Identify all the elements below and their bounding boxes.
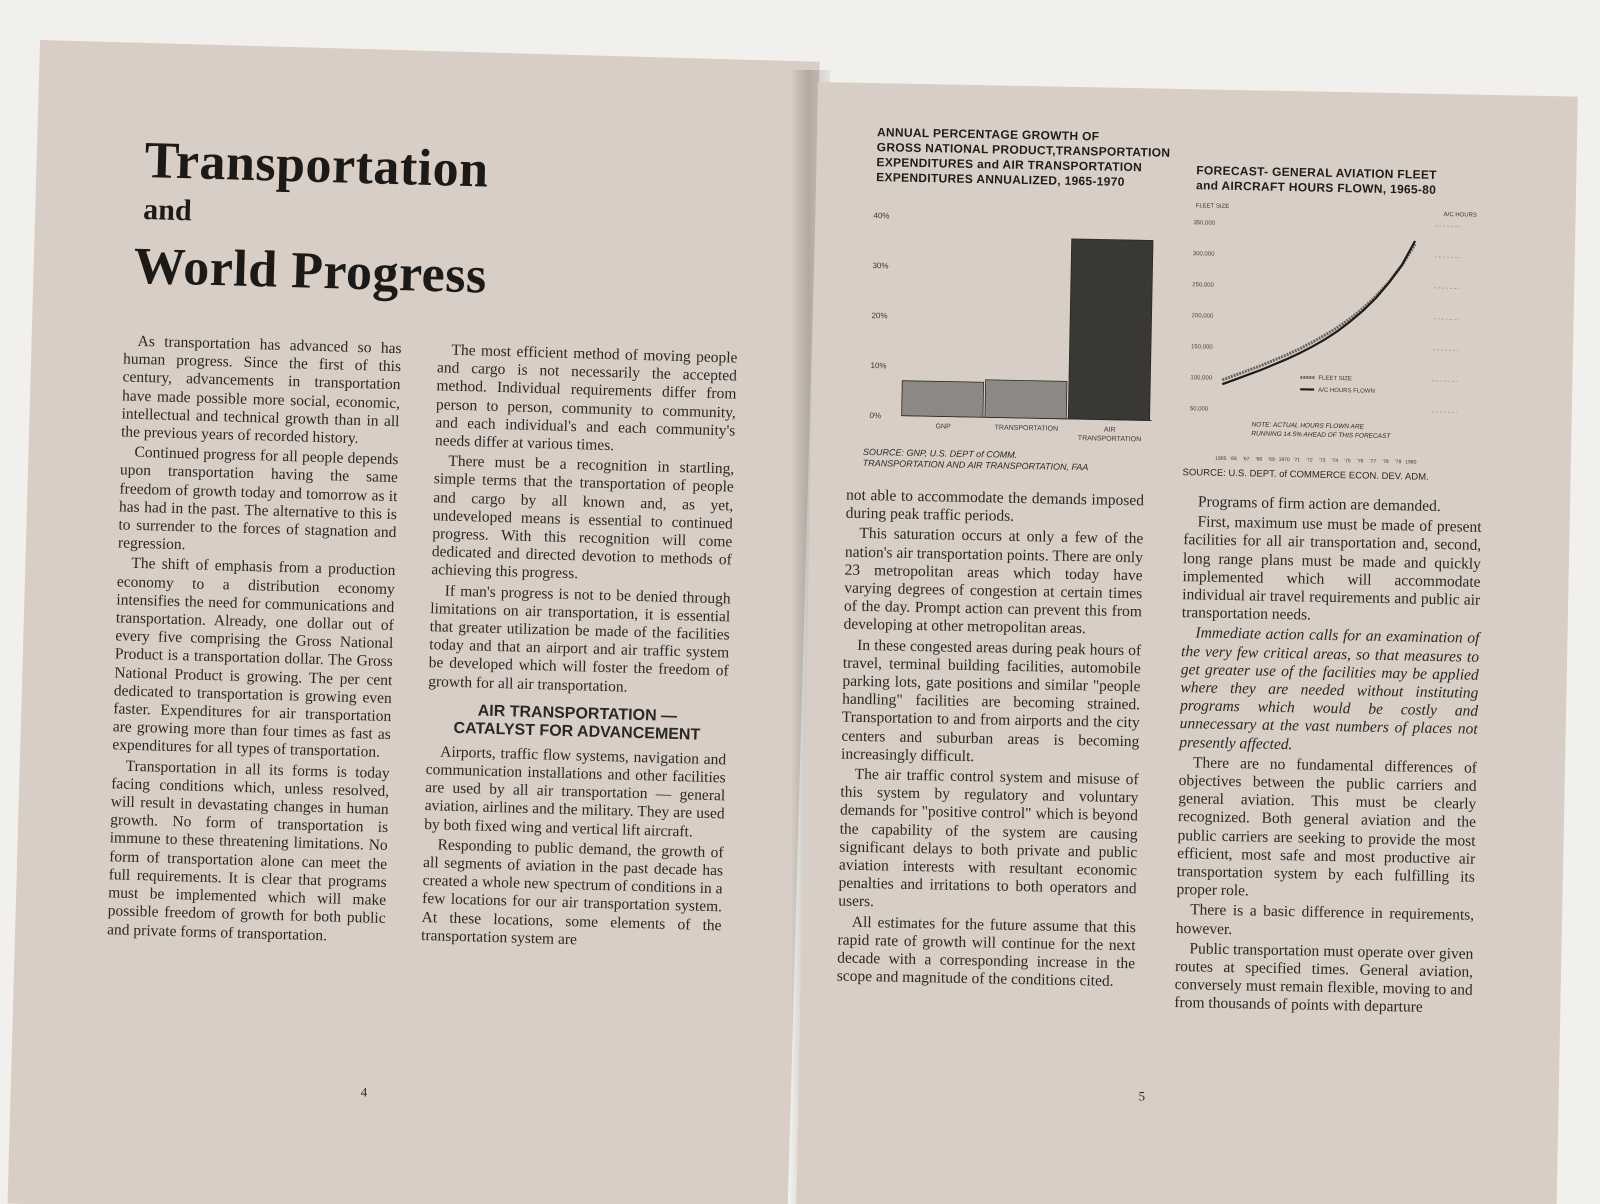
series-line-0 xyxy=(1222,240,1415,383)
y-tick-label: 150,000 xyxy=(1190,344,1213,351)
paragraph: In these congested areas during peak hours of travel, terminal building facilities, automobile parking lots, gate positions and similar "people handling" facilities are becoming strained. Transportation to and from airports and the city centers and suburban areas is becoming increasingly difficult. xyxy=(840,636,1142,765)
paragraph: This saturation occurs at only a few of the nation's air transportation points. There are only 23 metropolitan areas which today have varying degrees of congestion at certain times of the day. Prompt action can prevent this from developing at other metropolitan areas. xyxy=(843,525,1144,638)
line-chart xyxy=(1170,197,1515,483)
paragraph: Airports, traffic flow systems, navigation and communication installations and other facilities are used by all air transportation — general aviation, airlines and the military. They are used by both fixed wing and vertical lift aircraft. xyxy=(424,743,727,841)
chart2-source: SOURCE: U.S. DEPT. of COMMERCE ECON. DEV. ADM. xyxy=(1182,467,1429,483)
y-tick-label: 50,000 xyxy=(1189,406,1209,413)
bar-transportation xyxy=(985,380,1067,419)
section-heading xyxy=(427,701,728,745)
chart2-note-line: RUNNING 14.5% AHEAD OF THIS FORECAST xyxy=(1251,430,1391,441)
paragraph: First, maximum use must be made of present facilities for all air transportation and, second, long range plans must be made and quickly implemented which will accommodate individual air travel requirements and public air transportation needs. xyxy=(1181,513,1482,624)
x-tick-label: 1965 xyxy=(1215,455,1227,462)
paragraph: As transportation has advanced so has human progress. Since the first of this century, advancements in transportation have made possible more social, economic, intellectual and technical growth than in all the previous years of recorded history. xyxy=(120,332,402,448)
x-tick-label: '66 xyxy=(1230,455,1237,463)
page-number-left: 4 xyxy=(360,1084,368,1100)
paragraph: If man's progress is not to be denied through limitations on air transportation, it is essential that greater utilization be made of the facilities today and that an airport and air traffic system be developed which will foster the freedom of growth for all air transportation. xyxy=(428,582,731,696)
right-column-2 xyxy=(1174,493,1482,1020)
paragraph: not able to accommodate the demands imposed during peak traffic periods. xyxy=(845,486,1145,526)
title-line3: World Progress xyxy=(132,237,488,305)
right-column-1 xyxy=(837,487,1145,994)
chart2-title xyxy=(1196,163,1487,199)
text-line: EXPENDITURES and AIR TRANSPORTATION xyxy=(876,155,1143,175)
paragraph: Public transportation must operate over given routes at specified times. General aviation, conversely must remain flexible, moving to and from thousands of points with departure xyxy=(1174,940,1474,1017)
left-axis-label: FLEET SIZE xyxy=(1195,203,1230,210)
paragraph: There is a basic difference in requirements, however. xyxy=(1175,901,1475,938)
x-tick-label: AIR xyxy=(1103,426,1116,434)
x-tick-label: TRANSPORTATION xyxy=(994,424,1059,433)
y-tick-label: 10% xyxy=(870,361,887,371)
title-line2: and xyxy=(142,192,193,228)
x-tick-label: '72 xyxy=(1306,457,1313,464)
x-tick-label: GNP xyxy=(935,423,951,431)
x-tick-label: '69 xyxy=(1268,456,1275,463)
y-tick-label: 20% xyxy=(871,311,888,321)
left-column-2 xyxy=(421,341,738,955)
x-tick-label: '79 xyxy=(1394,459,1402,466)
y-tick-label: 250,000 xyxy=(1192,282,1214,289)
left-column-1 xyxy=(107,332,402,948)
title-line1: Transportation xyxy=(143,131,490,199)
paragraph: There must be a recognition in startling, simple terms that the transportation of people and cargo by all known and, as yet, undeveloped means is essential to continued progress. With this recognition will come dedicated and directed devotion to methods of achieving this progress. xyxy=(431,452,735,583)
section-heading-line2: CATALYST FOR ADVANCEMENT xyxy=(453,719,701,744)
paragraph: Responding to public demand, the growth of all segments of aviation in the past decade has created a whole new spectrum of conditions in a few locations for our air transportation system. At these locations, some elements of the transportation system are xyxy=(420,836,724,949)
left-column-2-part2 xyxy=(421,743,727,954)
x-tick-label: 1970 xyxy=(1278,456,1290,464)
x-tick-label: '67 xyxy=(1242,456,1250,463)
legend-label: A/C HOURS FLOWN xyxy=(1318,387,1375,395)
paragraph: There are no fundamental differences of objectives between the public carriers and general aviation. This must be clearly recognized. Both general aviation and the public carriers are seeking to provide the most efficient, most safe and most productive air transportation system by each fulfilling its proper role. xyxy=(1176,754,1478,900)
page-number-right: 5 xyxy=(1138,1088,1146,1104)
paragraph: Continued progress for all people depends upon transportation having the same freedom of growth today and tomorrow as it has had in the past. The alternative to this is to surrender to the forces of stagnation and regression. xyxy=(117,444,399,554)
x-tick-label: 1980 xyxy=(1405,459,1417,466)
x-tick-label: '73 xyxy=(1318,457,1326,464)
text-line: and AIRCRAFT HOURS FLOWN, 1965-80 xyxy=(1195,178,1437,197)
paragraph: All estimates for the future assume that this rapid rate of growth will continue for the next decade with a corresponding increase in the scope and magnitude of the conditions cited. xyxy=(836,913,1136,991)
text-line: EXPENDITURES ANNUALIZED, 1965-1970 xyxy=(876,170,1125,189)
x-tick-label: '78 xyxy=(1382,458,1389,466)
y-tick-label: 0% xyxy=(869,411,882,421)
left-page xyxy=(7,40,819,1204)
x-tick-label: '74 xyxy=(1331,457,1339,465)
x-tick-label: '77 xyxy=(1369,458,1377,465)
chart1-title xyxy=(876,125,1177,191)
text-line: SOURCE: GNP, U.S. DEPT of COMM. xyxy=(862,446,1018,460)
paragraph: Transportation in all its forms is today facing conditions which, unless resolved, will result in devastating changes in human growth. No form of transportation is immune to these threatening limitations. No form of transportation alone can meet the full requirements. It is clear that programs must be implemented which will make possible freedom of growth for both public and private forms of transportation. xyxy=(106,757,390,944)
x-tick-label: '76 xyxy=(1356,458,1364,465)
x-tick-label: '68 xyxy=(1255,456,1263,463)
right-page xyxy=(796,82,1578,1204)
x-tick-label: '71 xyxy=(1293,457,1301,464)
y-tick-label: 200,000 xyxy=(1191,313,1214,320)
legend-label: FLEET SIZE xyxy=(1318,375,1353,383)
text-line: TRANSPORTATION AND AIR TRANSPORTATION, FAA xyxy=(862,457,1089,473)
bar-air-transportation xyxy=(1068,239,1153,421)
y-tick-label: 300,000 xyxy=(1192,251,1215,258)
bar-gnp xyxy=(902,381,984,418)
paragraph: Programs of firm action are demanded. xyxy=(1197,493,1441,516)
paragraph: The shift of emphasis from a production economy to a distribution economy intensifies the need for communications and transportation. Already, one dollar out of every five comprising the Gross National Product is a transportation dollar. The Gross National Product is growing. The per cent dedicated to transportation is growing even faster. Expenditures for air transportation are growing more than four times as fast as expenditures for all types of transportation. xyxy=(112,555,396,762)
right-axis-label: A/C HOURS xyxy=(1443,212,1477,219)
paragraph: The most efficient method of moving people and cargo is not necessarily the accepted method. Individual requirements differ from person to person, community to community, and each individual's and each community's needs differ at various times. xyxy=(434,341,738,455)
series-line-1 xyxy=(1222,237,1415,388)
y-tick-label: 40% xyxy=(873,211,890,221)
y-tick-label: 350,000 xyxy=(1193,220,1216,227)
chart2-note-line: NOTE: ACTUAL HOURS FLOWN ARE xyxy=(1251,421,1364,431)
text-line: GROSS NATIONAL PRODUCT,TRANSPORTATION xyxy=(876,140,1171,160)
section-heading-line1: AIR TRANSPORTATION — xyxy=(477,702,678,725)
bar-chart xyxy=(861,195,1166,471)
x-tick-label: '75 xyxy=(1344,458,1351,465)
y-tick-label: 30% xyxy=(872,261,889,271)
left-column-2-part1 xyxy=(428,341,738,699)
chart1-source xyxy=(863,447,1123,474)
y-tick-label: 100,000 xyxy=(1190,375,1213,382)
paragraph: The air traffic control system and misuse of this system by regulatory and voluntary demands for "positive control" which is beyond the capability of the system are causing significant delays to both private and public aviation interests with resultant economic penalties and irritations to both operators and users. xyxy=(838,765,1139,911)
text-line: FORECAST- GENERAL AVIATION FLEET xyxy=(1196,163,1437,182)
paragraph: Immediate action calls for an examination of the very few critical areas, so that measures to get greater use of the facilities may be applied where they are needed without instituting programs which would be costly and unnecessary at the vast numbers of places not presently affected. xyxy=(1179,624,1480,753)
x-tick-label: TRANSPORTATION xyxy=(1077,435,1142,444)
text-line: ANNUAL PERCENTAGE GROWTH OF xyxy=(876,125,1100,144)
